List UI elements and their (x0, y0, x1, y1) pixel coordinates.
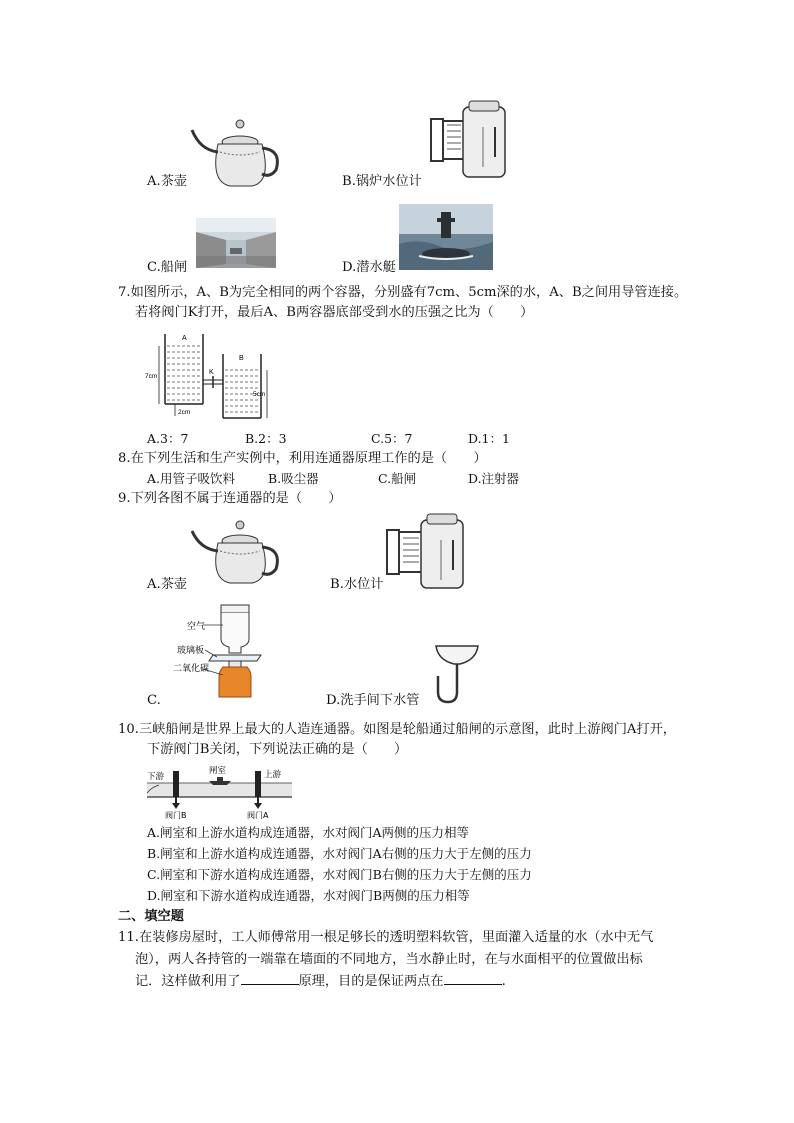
q10-option-d: D.闸室和下游水道构成连通器，水对阀门B两侧的压力相等 (147, 888, 470, 903)
q9-water-gauge-figure (383, 510, 473, 590)
q7-containers-figure (145, 332, 275, 418)
q10-ship-lock-diagram (147, 763, 292, 819)
q11-blank-2[interactable] (444, 972, 502, 985)
q11-blank-1[interactable] (241, 972, 299, 985)
q10-label-valve-a: 阀门A (247, 811, 269, 820)
q10-label-downstream: 下游 (147, 772, 165, 782)
q11-stem-line1: 11.在装修房屋时，工人师傅常用一根足够长的透明塑料软管，里面灌入适量的水（水中无气 (118, 930, 654, 945)
q10-label-chamber: 闸室 (209, 766, 227, 776)
q9-label-co2: 二氧化碳 (173, 664, 210, 674)
q8-stem: 8.在下列生活和生产实例中，利用连通器原理工作的是（ ） (118, 451, 487, 466)
q6-option-d: D.潜水艇 (342, 260, 396, 275)
q8-option-a: A.用管子吸饮料 (147, 471, 236, 486)
q6-option-a: A.茶壶 (147, 174, 188, 189)
q10-stem-line2: 下游阀门B关闭，下列说法正确的是（ ） (147, 742, 408, 757)
q8-option-c: C.船闸 (378, 471, 417, 486)
q6-option-c: C.船闸 (147, 260, 188, 275)
q7-label-k: K (209, 369, 214, 376)
q9-option-c: C. (147, 693, 161, 708)
q7-option-b: B.2：3 (245, 431, 287, 446)
q7-label-b: B (239, 355, 244, 362)
ship-lock-photo (196, 218, 276, 268)
q10-stem-line1: 10.三峡船闸是世界上最大的人造连通器。如图是轮船通过船闸的示意图，此时上游阀门A打开， (118, 722, 676, 737)
q9-label-glass: 玻璃板 (177, 646, 205, 656)
q9-label-air: 空气 (187, 622, 206, 632)
teapot-figure (190, 112, 290, 192)
q7-stem-line2: 若将阀门K打开，最后A、B两容器底部受到水的压强之比为（ ） (135, 305, 534, 320)
q11-stem-line2: 泡），两人各持管的一端靠在墙面的不同地方，当水静止时，在与水面相平的位置做出标 (135, 952, 643, 967)
q9-option-d: D.洗手间下水管 (326, 693, 420, 708)
q7-option-c: C.5：7 (371, 431, 413, 446)
boiler-gauge-figure (425, 97, 515, 179)
q7-option-d: D.1：1 (468, 431, 510, 446)
q10-option-b: B.闸室和上游水道构成连通器，水对阀门A右侧的压力大于左侧的压力 (147, 846, 532, 861)
q11-text-c: . (501, 974, 506, 989)
q6-option-b: B.锅炉水位计 (342, 174, 422, 189)
q7-label-5cm: 5cm (253, 391, 266, 398)
q11-text-b: 原理，目的是保证两点在 (298, 974, 444, 989)
q11-text-a: 记．这样做利用了 (135, 974, 241, 989)
q8-option-b: B.吸尘器 (268, 471, 319, 486)
q9-co2-bottle-figure (173, 605, 285, 697)
q7-label-2cm: 2cm (178, 409, 191, 416)
q9-option-b: B.水位计 (330, 577, 384, 592)
submarine-photo (399, 204, 493, 270)
q9-teapot-figure (190, 517, 290, 587)
q7-label-7cm: 7cm (145, 373, 158, 380)
q8-option-d: D.注射器 (468, 471, 520, 486)
q9-stem: 9.下列各图不属于连通器的是（ ） (118, 491, 342, 506)
q9-drain-pipe-figure (418, 640, 484, 706)
q7-option-a: A.3：7 (147, 431, 189, 446)
section-heading-fill-blank: 二、填空题 (118, 909, 184, 924)
q7-label-a: A (182, 335, 187, 342)
q10-label-valve-b: 阀门B (165, 811, 187, 820)
q11-stem-line3 (135, 972, 506, 992)
q10-option-a: A.闸室和上游水道构成连通器，水对阀门A两侧的压力相等 (147, 825, 470, 840)
q9-option-a: A.茶壶 (147, 577, 188, 592)
q10-option-c: C.闸室和下游水道构成连通器，水对阀门B右侧的压力大于左侧的压力 (147, 867, 532, 882)
q10-label-upstream: 上游 (264, 770, 282, 780)
q7-stem-line1: 7.如图所示，A、B为完全相同的两个容器，分别盛有7cm、5cm深的水，A、B之间用导管连接。 (118, 285, 688, 300)
